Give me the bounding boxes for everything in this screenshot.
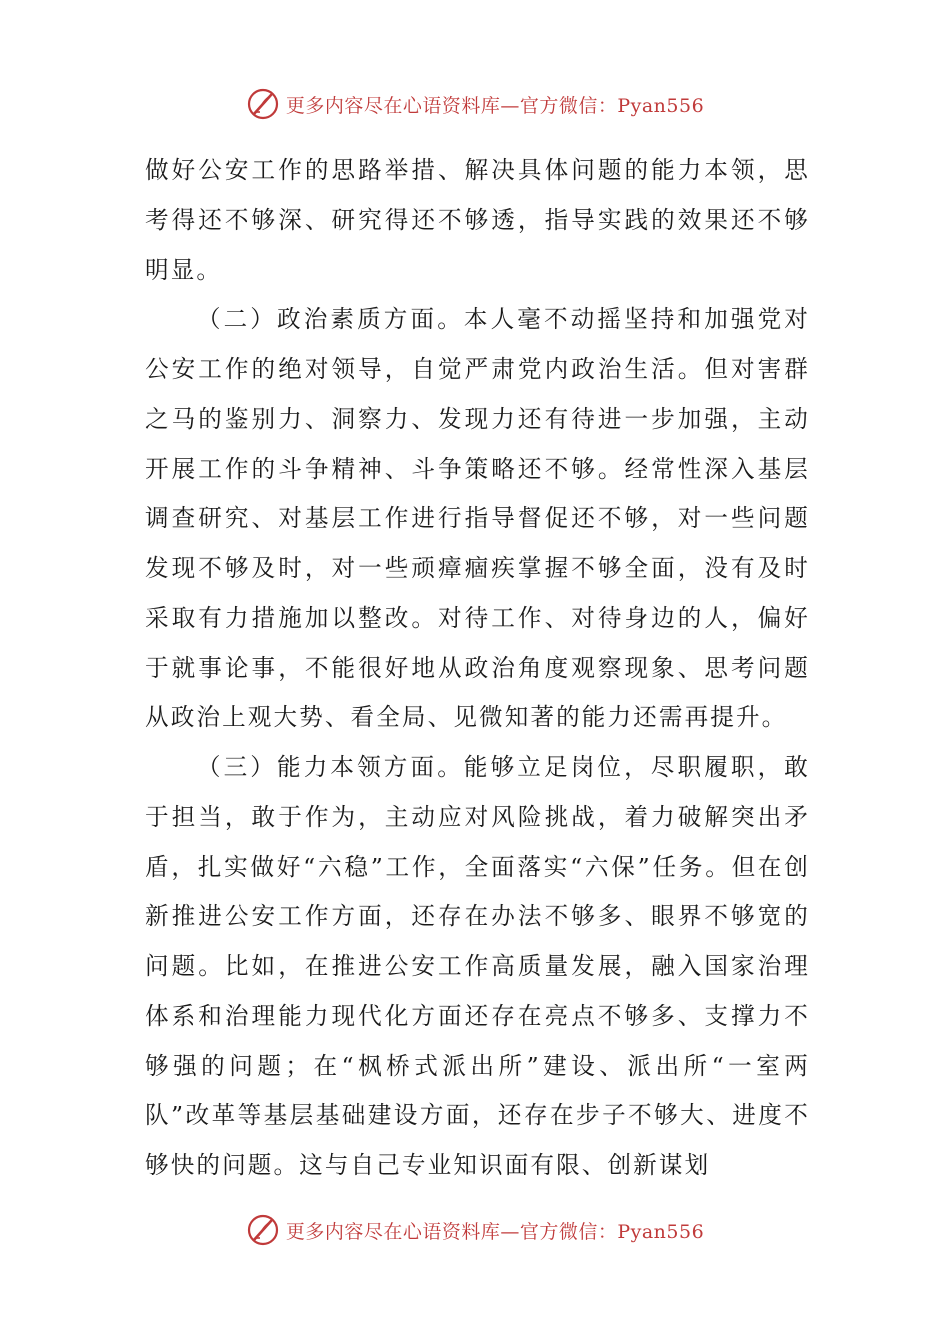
paragraph-ability-skills: （三）能力本领方面。能够立足岗位，尽职履职，敢于担当，敢于作为，主动应对风险挑战，着力破解突出矛盾，扎实做好“六稳”工作，全面落实“六保”任务。但在创新推进公安工作方面，还存在办法不够多、眼界不够宽的问题。比如，在推进公安工作高质量发展，融入国家治理体系和治理能力现代化方面还存在亮点不够多、支撑力不够强的问题；在“枫桥式派出所”建设、派出所“一室两队”改革等基层基础建设方面，还存在步子不够大、进度不够快的问题。这与自己专业知识面有限、创新谋划: [145, 753, 810, 1179]
document-body: [145, 146, 810, 1191]
paragraph-political-quality: （二）政治素质方面。本人毫不动摇坚持和加强党对公安工作的绝对领导，自觉严肃党内政治生活。但对害群之马的鉴别力、洞察力、发现力还有待进一步加强，主动开展工作的斗争精神、斗争策略还不够。经常性深入基层调查研究、对基层工作进行指导督促还不够，对一些问题发现不够及时，对一些顽瘴痼疾掌握不够全面，没有及时采取有力措施加以整改。对待工作、对待身边的人，偏好于就事论事，不能很好地从政治角度观察现象、思考问题从政治上观大势、看全局、见微知著的能力还需再提升。: [145, 305, 810, 732]
header-watermark: [0, 84, 950, 124]
footer-watermark: [0, 1210, 950, 1250]
watermark-text: 更多内容尽在心语资料库—官方微信：Pyan556: [285, 94, 705, 117]
watermark-text: 更多内容尽在心语资料库—官方微信：Pyan556: [285, 1220, 705, 1243]
quill-logo-icon: [246, 1213, 280, 1247]
quill-logo-icon: [246, 87, 280, 121]
paragraph: 做好公安工作的思路举措、解决具体问题的能力本领，思考得还不够深、研究得还不够透，指导实践的效果还不够明显。: [145, 156, 810, 284]
